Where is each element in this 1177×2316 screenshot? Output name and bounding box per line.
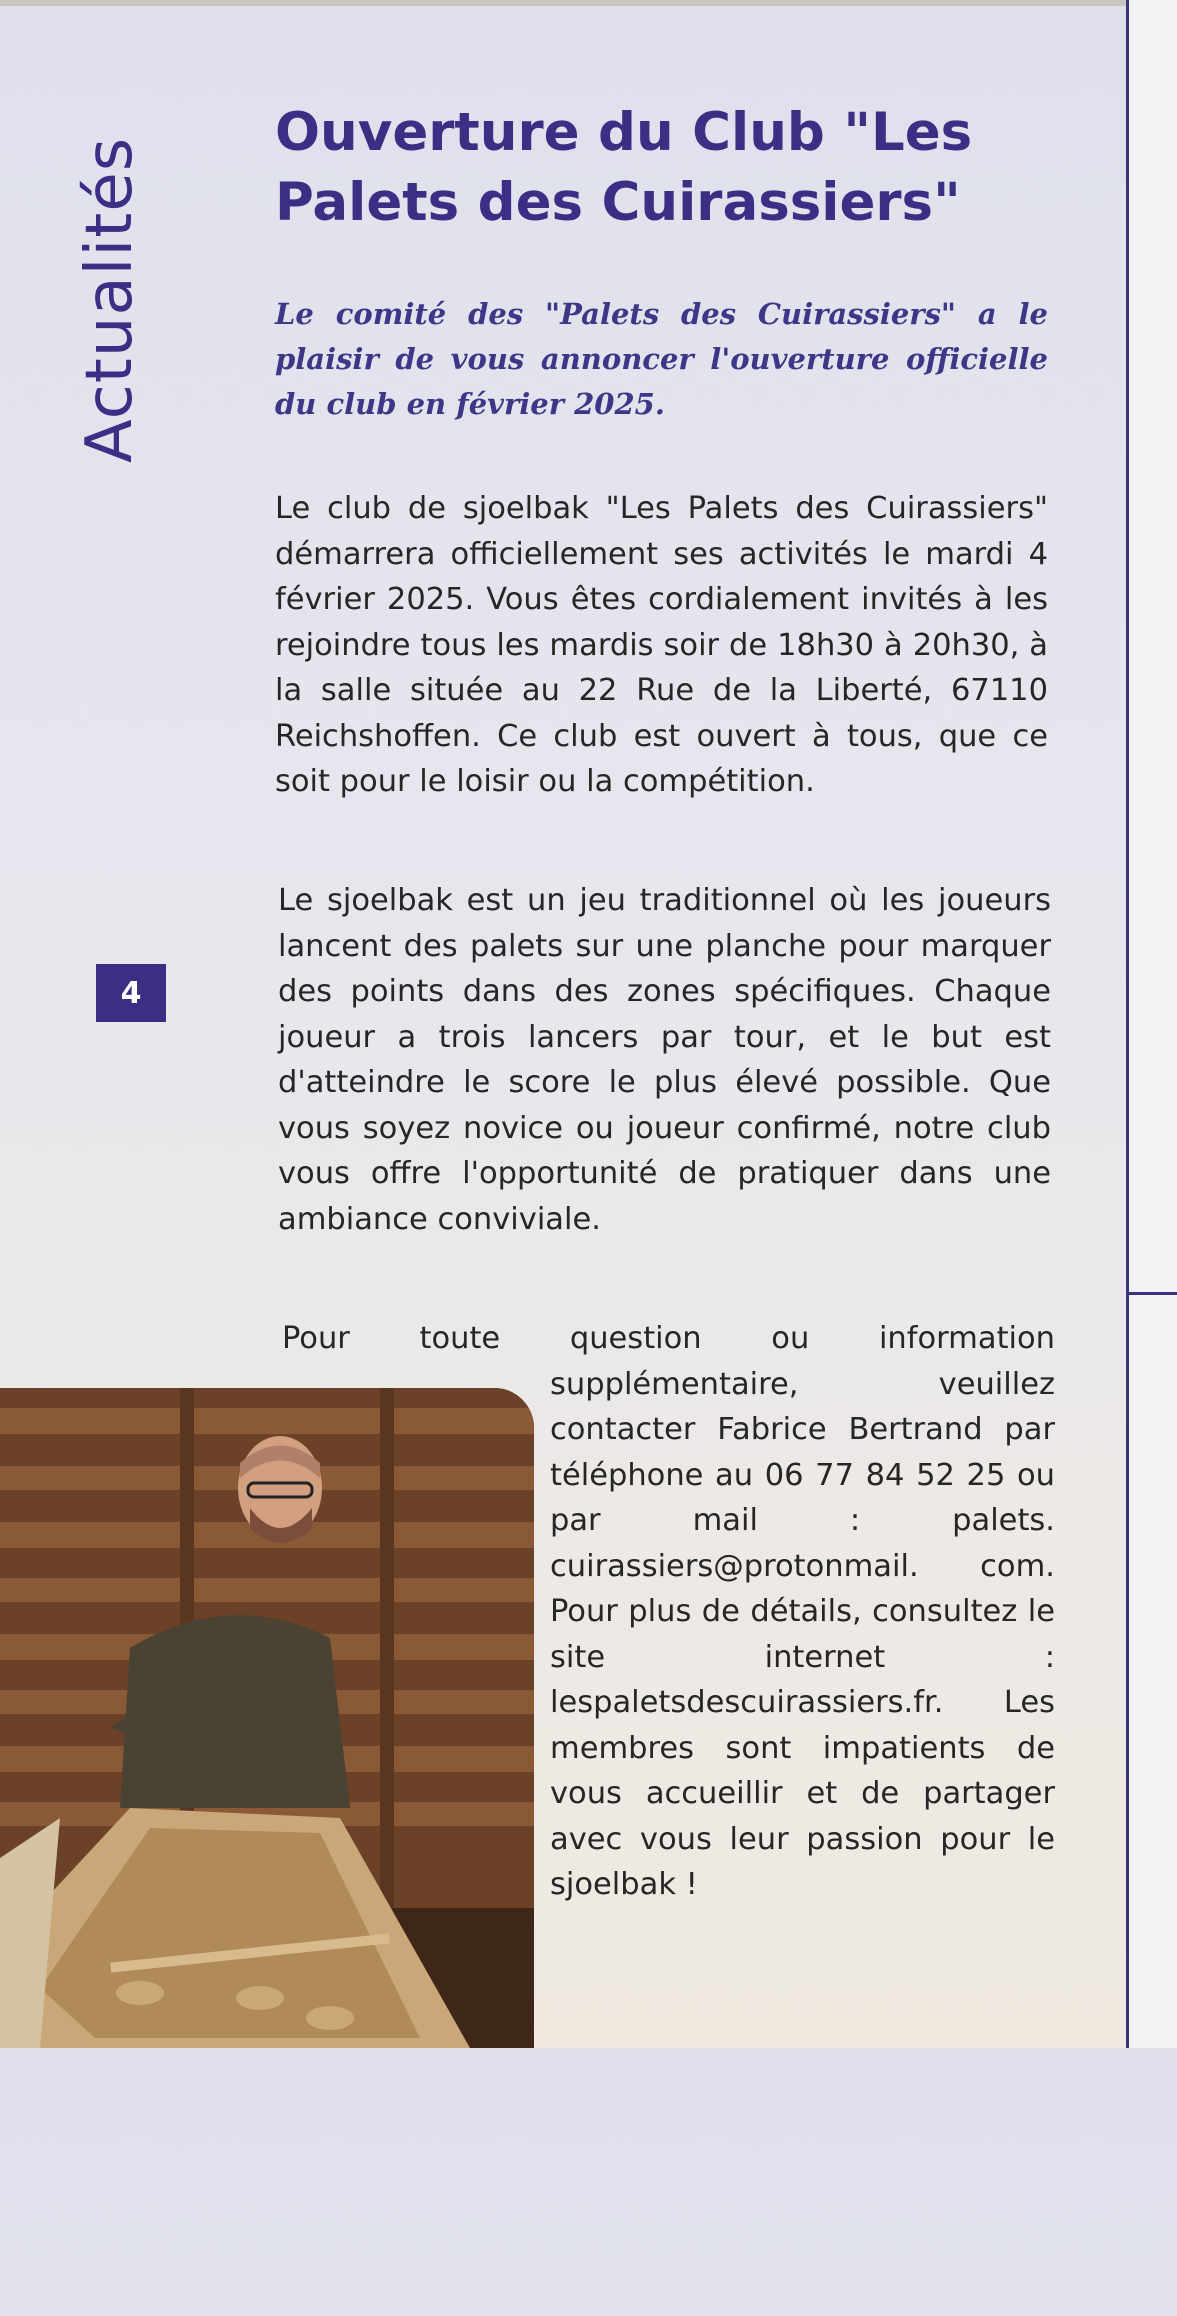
article-lead: Le comité des "Palets des Cuirassiers" a le plaisir de vous annoncer l'ouverture officielle du club en février 2025.	[275, 297, 1048, 421]
article-title: Ouverture du Club "Les Palets des Cuirassiers"	[275, 102, 973, 233]
section-label	[60, 90, 160, 510]
section-label-text: Actualités	[73, 136, 147, 464]
margin-tick	[1129, 1292, 1177, 1295]
photo-wrap-spacer	[282, 1316, 550, 2316]
article-paragraph-2: Le sjoelbak est un jeu traditionnel où les joueurs lancent des palets sur une planche pour marquer des points dans des zones spécifiques. Chaque joueur a trois lancers par tour, et le but est d'atteindre le score le plus élevé possible. Que vous soyez novice ou joueur confirmé, notre club vous offre l'opportunité de pratiquer dans une ambiance conviviale.	[278, 883, 1051, 1237]
page-top-strip	[0, 0, 1177, 6]
next-page-margin	[1129, 0, 1177, 2048]
article-paragraph-3	[282, 1316, 1055, 2316]
article-paragraph-1: Le club de sjoelbak "Les Palets des Cuirassiers" démarrera officiellement ses activités le mardi 4 février 2025. Vous êtes cordialement invités à les rejoindre tous les mardis soir de 18h30 à 20h30, à la salle située au 22 Rue de la Liberté, 67110 Reichshoffen. Ce club est ouvert à tous, que ce soit pour le loisir ou la compétition.	[275, 491, 1048, 799]
page-number: 4	[96, 964, 166, 1022]
article-paragraph-3-text: Pour toute question ou information supplémentaire, veuillez contacter Fabrice Bertrand par téléphone au 06 77 84 52 25 ou par mail : palets. cuirassiers@protonmail. com. Pour plus de détails, consultez le site internet : lespaletsdescuirassiers.fr. Les membres sont impatients de vous accueillir et de partager avec vous leur passion pour le sjoelbak !	[282, 1321, 1055, 1902]
